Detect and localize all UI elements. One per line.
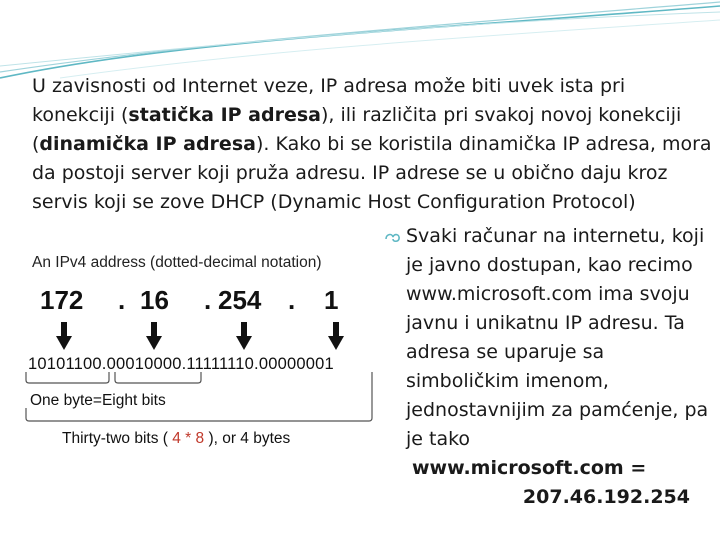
static-ip-term: statička IP adresa bbox=[128, 104, 321, 126]
figure-title: An IPv4 address (dotted-decimal notation) bbox=[32, 254, 322, 271]
octet-4: 1 bbox=[324, 285, 339, 315]
octet-2: 16 bbox=[140, 285, 169, 315]
microsoft-domain-line: www.microsoft.com = bbox=[412, 457, 647, 479]
paragraph-text-2: ), ili različita pri svakoj novoj konekciji ( bbox=[32, 104, 682, 155]
paragraph-text-1: U zavisnosti od Internet veze, IP adresa može biti uvek ista pri konekciji ( bbox=[32, 75, 626, 126]
bullet-line-4: javnu i unikatnu IP adresu. Ta bbox=[406, 312, 685, 334]
bullet-line-8: je tako bbox=[406, 428, 471, 450]
octet-3: 254 bbox=[218, 285, 262, 315]
main-paragraph bbox=[32, 72, 712, 217]
thirty-two-prefix: Thirty-two bits ( bbox=[62, 430, 168, 447]
bullet-text-1: Svaki računar na internetu, koji bbox=[406, 225, 705, 247]
octet-1: 172 bbox=[40, 285, 84, 315]
dot-separator: . bbox=[204, 285, 212, 315]
thirty-two-calc: 4 * 8 bbox=[167, 430, 209, 447]
ipv4-address-figure bbox=[18, 240, 380, 465]
paragraph-text-3: ). Kako bi se koristila dinamička IP adresa, mora da postoji server koji pruža adresu. IP adrese se u obično daju kroz servis koji se zove DHCP (Dynamic Host Configuration Protocol) bbox=[32, 133, 712, 213]
one-byte-label: One byte=Eight bits bbox=[30, 392, 166, 409]
dynamic-ip-term: dinamička IP adresa bbox=[39, 133, 256, 155]
bullet-block bbox=[384, 222, 718, 512]
dot-separator: . bbox=[288, 285, 296, 315]
decorative-swoosh-lines bbox=[0, 0, 720, 80]
bullet-line-3: www.microsoft.com ima svoju bbox=[406, 283, 690, 305]
bullet-line-7: jednostavnijim za pamćenje, pa bbox=[406, 399, 709, 421]
dot-separator: . bbox=[118, 285, 126, 315]
thirty-two-suffix: ), or 4 bytes bbox=[208, 430, 291, 447]
bullet-line-2: je javno dostupan, kao recimo bbox=[406, 254, 693, 276]
thirty-two-bits-label bbox=[62, 430, 290, 448]
bullet-line-1 bbox=[384, 222, 718, 251]
cloud-swirl-bullet-icon bbox=[384, 231, 402, 243]
bullet-line-6: simboličkim imenom, bbox=[406, 370, 609, 392]
microsoft-ip-line: 207.46.192.254 bbox=[522, 486, 690, 508]
binary-address: 10101100.00010000.11111110.00000001 bbox=[28, 355, 334, 373]
bullet-line-5: adresa se uparuje sa bbox=[406, 341, 605, 363]
